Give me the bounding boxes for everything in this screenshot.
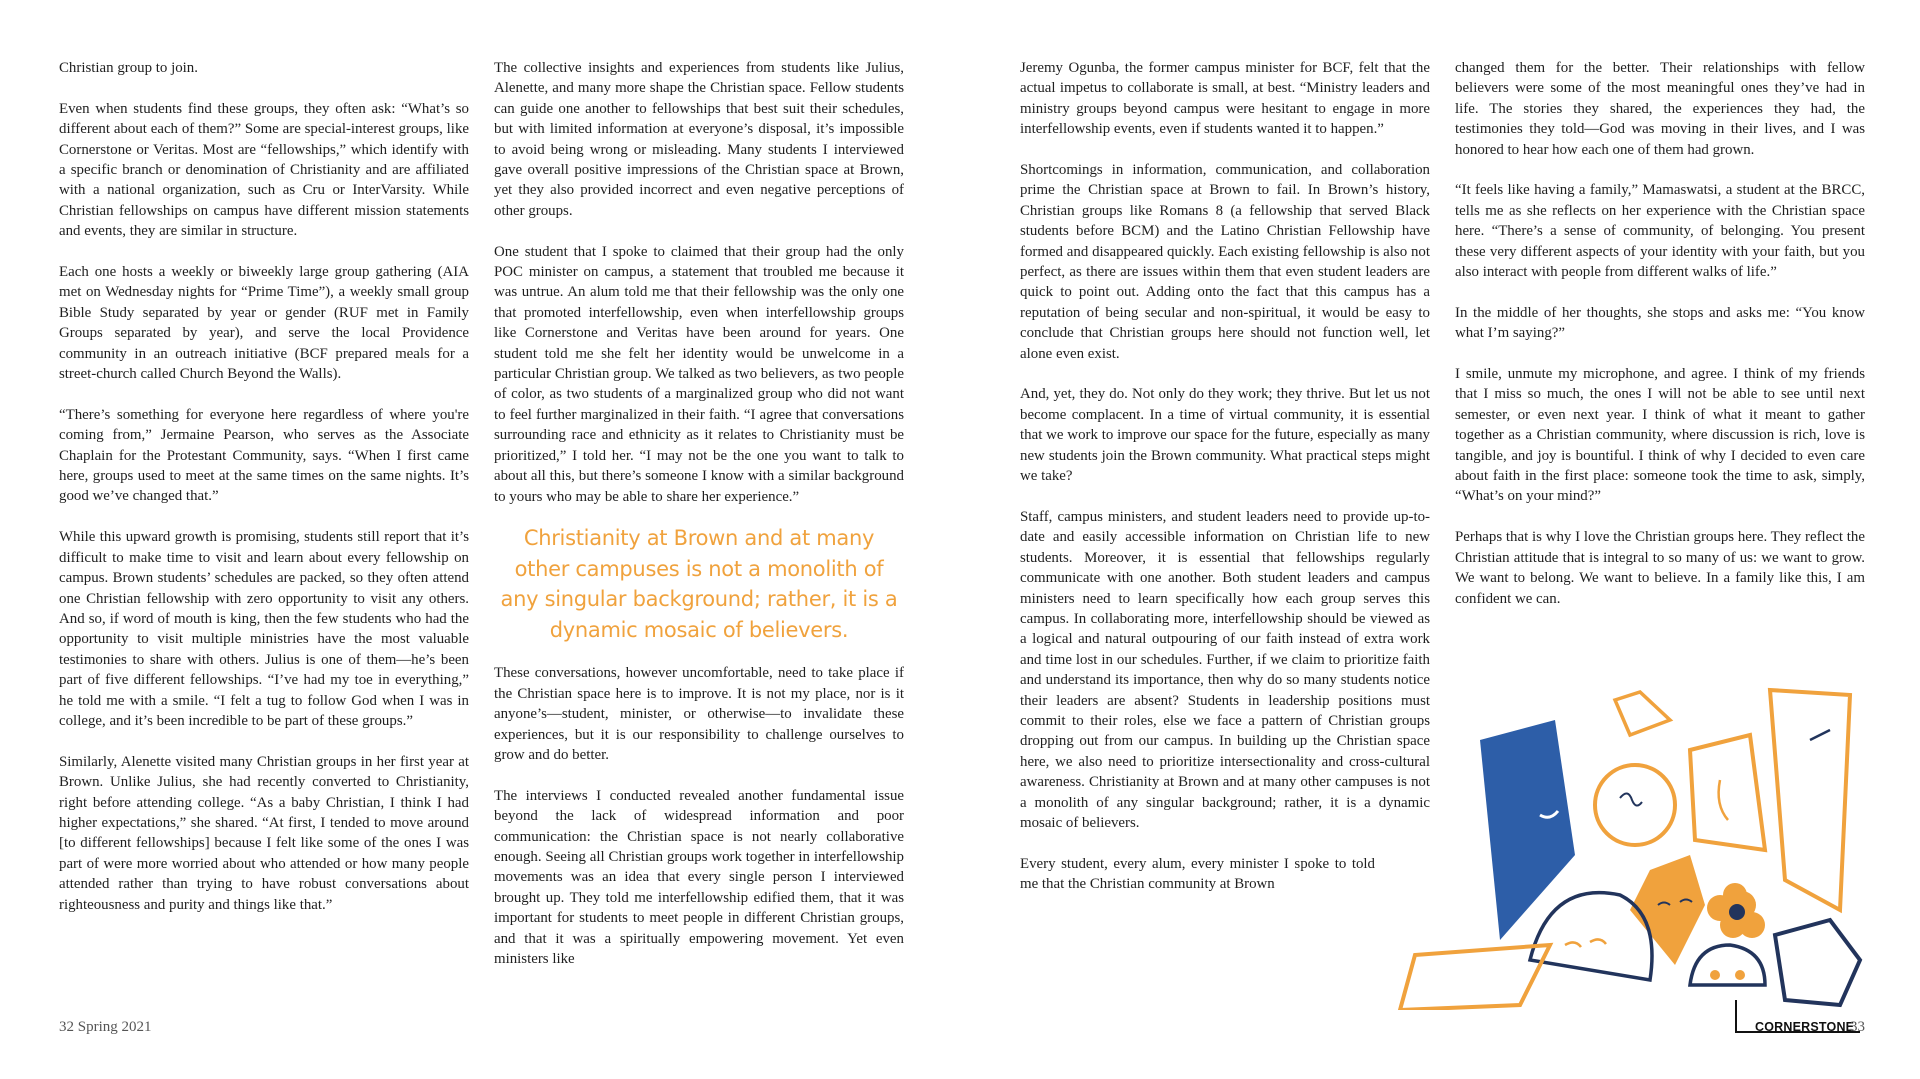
small-outline-shape: [1615, 692, 1670, 735]
paragraph: Similarly, Alenette visited many Christian groups in her first year at Brown. Unlike Julius, she had recently converted to Christianity, right before attending college. “As a baby Christian, I think I had higher expectations,” she shared. “At first, I tended to move around [to different fellowships] because I felt like some of the ones I was part of were more worried about who attended or how many people attended rather than trying to have robust conversations about righteousness and purity and things like that.”: [59, 753, 469, 913]
article-column-4: [1455, 58, 1865, 629]
paragraph: And, yet, they do. Not only do they work; they thrive. But let us not become complacent. In a time of virtual community, it is essential that we work to improve our space for the future, especially as many new students join the Brown community. What practical steps might we take?: [1020, 386, 1430, 485]
pull-quote: Christianity at Brown and at many other campuses is not a monolith of any singular background; rather, it is a dynamic mosaic of believers.: [500, 526, 898, 642]
paragraph: While this upward growth is promising, students still report that it’s difficult to make time to visit and learn about every fellowship on campus. Brown students’ schedules are packed, so they often attend one Christian fellowship with zero opportunity to visit any others. And so, if word of mouth is king, then the few students who had the opportunity to visit multiple ministries have the most valuable testimonies to share with others. Julius is one of them—he’s been part of five different fellowships. “I’ve had my toe in everything,” he told me with a smile. “I felt a tug to follow God when I was in college, and it’s been incredible to be part of these groups.”: [59, 529, 469, 729]
round-face-eye: [1735, 970, 1745, 980]
paragraph: I smile, unmute my microphone, and agree. I think of my friends that I miss so much, the ones I will not be able to see until next semester, or even next year. I think of what it meant to gather together as a Christian community, where discussion is rich, love is tangible, and joy is bountiful. I think of why I decided to even care about faith in the first place: someone took the time to ask, simply, “What’s on your mind?”: [1455, 366, 1865, 505]
paragraph: Shortcomings in information, communication, and collaboration prime the Christian space at Brown to fail. In Brown’s history, Christian groups like Romans 8 (a fellowship that served Black students before BCM) and the Latino Christian Fellowship have formed and disappeared quickly. Each existing fellowship is also not perfect, as there are issues within them that even student leaders are quick to point out. Adding onto the fact that this campus has a reputation of being secular and non-spiritual, it would be easy to conclude that Christian groups here should not function well, let alone even exist.: [1020, 162, 1430, 362]
paragraph: One student that I spoke to claimed that their group had the only POC minister on campus, a statement that troubled me because it was untrue. An alum told me that their fellowship was the only one that promoted interfellowship, even when interfellowship groups like Cornerstone and Veritas have been around for years. One student told me she felt her identity would be unwelcome in a particular Christian group. We talked as two believers, as two people of color, as two students of a marginalized group who did not want to feel further marginalized in their faith. “I agree that conversations surrounding race and ethnicity as it relates to Christianity must be prioritized,” I told her. “I may not be the one you want to talk to about all this, but there’s someone I know with a similar background to yours who may be able to share her experience.”: [494, 243, 904, 505]
right-page-number: 33: [1850, 1019, 1865, 1035]
tall-shape-eye: [1810, 730, 1830, 740]
article-column-1: [59, 58, 469, 935]
dome-face-eyes: [1565, 939, 1606, 947]
round-face-eye: [1710, 970, 1720, 980]
poly-face-nose: [1719, 780, 1728, 820]
tall-outline-shape: [1770, 690, 1850, 910]
circle-face-mark: [1620, 793, 1642, 805]
paragraph: Even when students find these groups, they often ask: “What’s so different about each of them?” Some are special-interest groups, like Cornerstone or Veritas. Most are “fellowships,” which identify with a specific branch or denomination of Christianity and are affiliated with a national organization, such as Cru or InterVarsity. While Christian fellowships on campus have different mission statements and events, they are similar in structure.: [59, 100, 469, 240]
orange-flower-icon: [1707, 883, 1765, 938]
left-folio: 32 Spring 2021: [59, 1019, 152, 1035]
paragraph: Perhaps that is why I love the Christian groups here. They reflect the Christian attitude that is integral to so many of us: we want to grow. We want to belong. We want to believe. In a family like this, I am confident we can.: [1455, 529, 1865, 607]
paragraph: Each one hosts a weekly or biweekly large group gathering (AIA met on Wednesday nights for “Prime Time”), a weekly small group Bible Study separated by year or gender (RUF met in Family Groups separated by year), and serve the local Providence community in an outreach initiative (BCF prepared meals for a street-church called Church Beyond the Walls).: [59, 264, 469, 383]
paragraph: These conversations, however uncomfortable, need to take place if the Christian space here is to improve. It is not my place, nor is it anyone’s—student, minister, or otherwise—to invalidate these experiences, but it is our responsibility to challenge ourselves to grow and do better.: [494, 665, 904, 763]
dome-face: [1530, 893, 1652, 980]
paragraph: In the middle of her thoughts, she stops and asks me: “You know what I’m saying?”: [1455, 304, 1865, 342]
orange-star-face: [1630, 855, 1705, 965]
paragraph: Jeremy Ogunba, the former campus minister for BCF, felt that the actual impetus to collaborate is small, at best. “Ministry leaders and ministry groups beyond campus were hesitant to engage in more interfellowship events, even if students wanted it to happen.”: [1020, 60, 1430, 138]
paragraph: Christian group to join.: [59, 60, 198, 76]
hexagon-outline: [1775, 920, 1860, 1005]
brand-name: CORNERSTONE: [1755, 1020, 1855, 1034]
long-outline-triangle: [1400, 945, 1550, 1010]
outline-poly-face: [1690, 735, 1765, 850]
paragraph: Staff, campus ministers, and student leaders need to provide up-to-date and easily accessible information on Christian life to new students. Moreover, it is essential that fellowships regularly communicate with one another. Both student leaders and campus ministers need to learn specifically how each group serves this campus. In collaborating more, interfellowship should be viewed as a logical and natural outpouring of our faith instead of extra work and time lost in our schedules. Further, if we claim to prioritize faith and understand its importance, then why do so many students notice their leaders are absent? Students in leadership positions must commit to their roles, else we face a pattern of Christian groups dropping out from our campus. In building up the Christian space here, we also need to prioritize intersectionality and cross-cultural awareness. Christianity at Brown and at many other campuses is not a monolith of any singular background; rather, it is a dynamic mosaic of believers.: [1020, 508, 1430, 831]
paragraph: The interviews I conducted revealed another fundamental issue beyond the lack of widespread information and poor communication: the Christian space is not nearly collaborative enough. Seeing all Christian groups work together in interfellowship movements was an idea that every single person I interviewed brought up. They told me interfellowship edified them, that it was important for students to meet people in different Christian groups, and that it was a spiritually empowering movement. Yet even ministers like: [494, 787, 904, 967]
round-outline-face: [1690, 945, 1765, 985]
paragraph: “It feels like having a family,” Mamaswatsi, a student at the BRCC, tells me as she reflects on her experience with the Christian space here. “There’s a sense of community, of belonging. You present these very different aspects of your identity with your faith, but you also interact with people from different walks of life.”: [1455, 182, 1865, 281]
paragraph: “There’s something for everyone here regardless of where you're coming from,” Jermaine Pearson, who serves as the Associate Chaplain for the Protestant Community, says. “When I first came here, groups used to meet at the same times on the same nights. It’s good we’ve changed that.”: [59, 406, 469, 505]
faces-mosaic-illustration: [1390, 680, 1880, 1010]
paragraph: changed them for the better. Their relationships with fellow believers were some of the most meaningful ones they’ve had in life. The stories they shared, the experiences they had, the testimonies they told—God was moving in their lives, and I was honored to hear how each one of them had grown.: [1455, 60, 1865, 158]
paragraph: The collective insights and experiences from students like Julius, Alenette, and many more shape the Christian space. Fellow students can guide one another to fellowships that best suit their schedules, but with limited information at everyone’s disposal, it’s impossible to avoid being wrong or misleading. Many students I interviewed gave overall positive impressions of the Christian space at Brown, yet they also provided incorrect and even negative perceptions of other groups.: [494, 60, 904, 219]
paragraph: Every student, every alum, every minister I spoke to told me that the Christian community at Brown: [1020, 855, 1375, 893]
article-column-3: [1020, 58, 1430, 915]
article-column-2: [494, 58, 904, 990]
